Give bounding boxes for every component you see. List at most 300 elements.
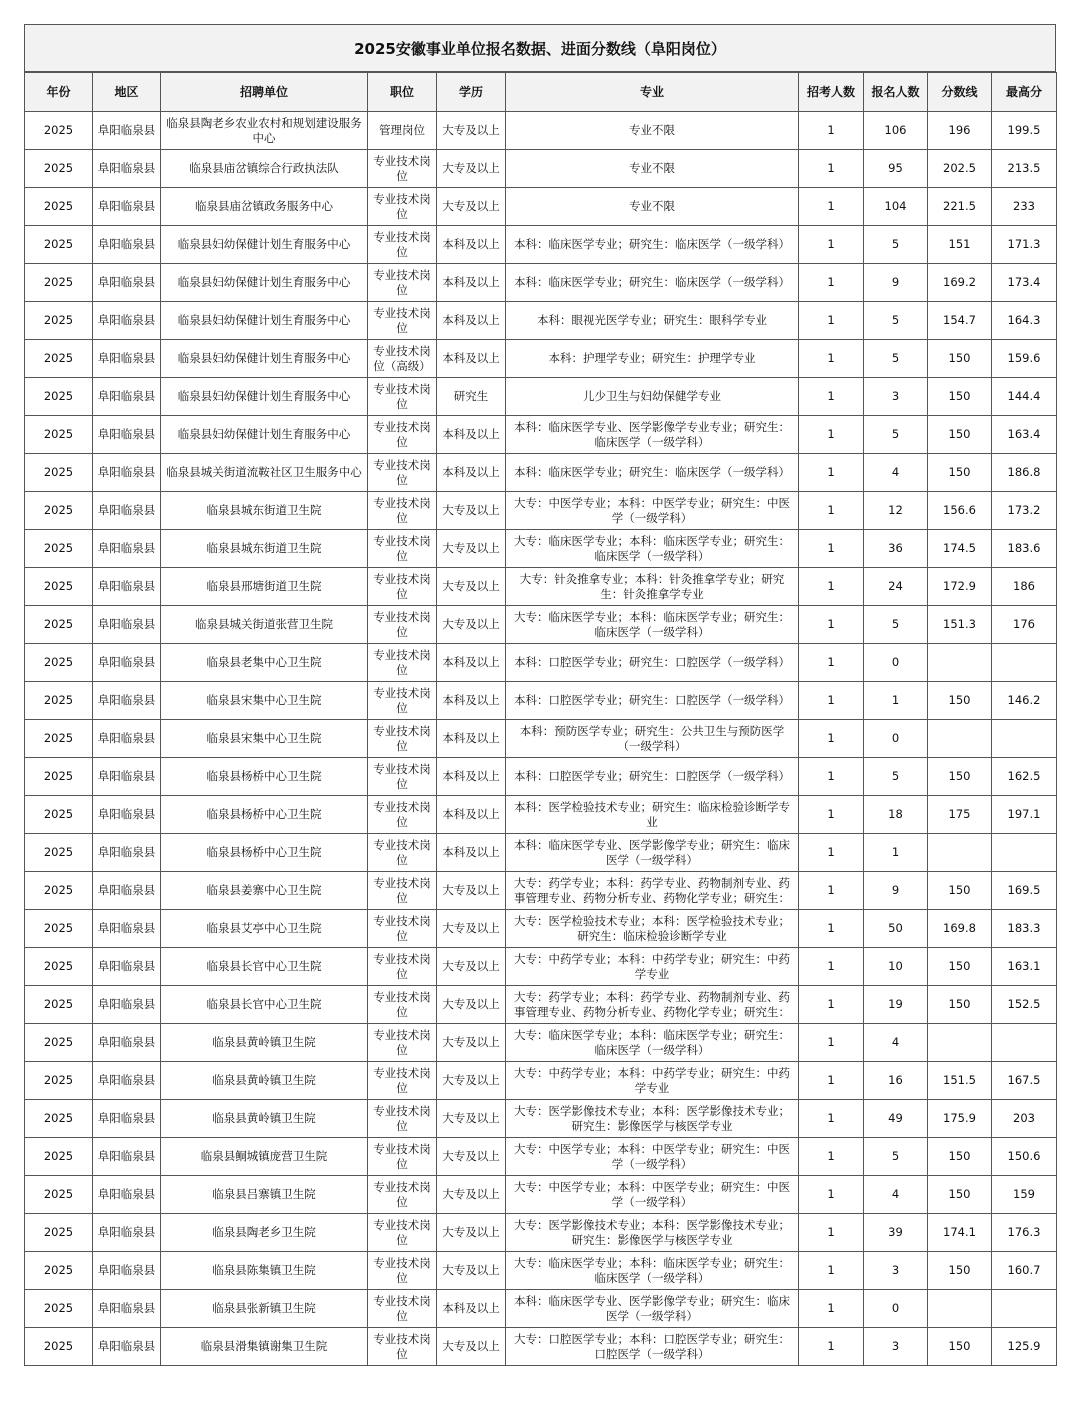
cell-unit-text: 临泉县陶老乡农业农村和规划建设服务中心 [166, 115, 362, 145]
cell-cutoff [928, 834, 992, 872]
cell-major [506, 1328, 799, 1366]
cell-region [93, 226, 161, 264]
cell-unit-text: 临泉县宋集中心卫生院 [206, 731, 322, 745]
cell-cutoff-text: 150 [948, 1149, 971, 1163]
cell-quota-text: 1 [827, 503, 835, 517]
cell-position [368, 530, 437, 568]
cell-region [93, 1138, 161, 1176]
table-row [25, 948, 1057, 986]
cell-major-text: 大专：中医学专业；本科：中医学专业；研究生：中医学（一级学科） [514, 1179, 790, 1209]
cell-applicants [864, 188, 928, 226]
cell-applicants [864, 1328, 928, 1366]
table-row [25, 758, 1057, 796]
table-row [25, 1062, 1057, 1100]
cell-quota-text: 1 [827, 769, 835, 783]
cell-year-text: 2025 [43, 1263, 74, 1277]
cell-max-score [992, 758, 1057, 796]
cell-cutoff [928, 1138, 992, 1176]
cell-education-text: 大专及以上 [442, 1339, 500, 1353]
cell-applicants-text: 5 [891, 617, 900, 631]
cell-major-text: 大专：中药学专业；本科：中药学专业；研究生：中药学专业 [514, 1065, 790, 1095]
cell-position-text: 专业技术岗位 [373, 1065, 431, 1095]
cell-position [368, 986, 437, 1024]
cell-year-text: 2025 [43, 1225, 74, 1239]
cell-major-text: 大专：中医学专业；本科：中医学专业；研究生：中医学（一级学科） [514, 1141, 790, 1171]
cell-education-text: 大专及以上 [442, 123, 500, 137]
cell-unit [161, 226, 368, 264]
cell-year [25, 758, 93, 796]
cell-cutoff [928, 1214, 992, 1252]
table-row [25, 1100, 1057, 1138]
cell-major-text: 本科：临床医学专业、医学影像学专业；研究生：临床医学（一级学科） [514, 1293, 790, 1323]
cell-position-text: 专业技术岗位 [373, 191, 431, 221]
cell-major-text: 本科：临床医学专业；研究生：临床医学（一级学科） [514, 237, 790, 251]
cell-education-text: 大专及以上 [442, 959, 500, 973]
cell-quota-text: 1 [827, 693, 835, 707]
cell-major-text: 大专：临床医学专业；本科：临床医学专业；研究生：临床医学（一级学科） [514, 533, 790, 563]
cell-year [25, 720, 93, 758]
cell-year [25, 1176, 93, 1214]
cell-quota-text: 1 [827, 199, 835, 213]
table-row [25, 112, 1057, 150]
cell-applicants-text: 3 [891, 389, 900, 403]
cell-year-text: 2025 [43, 1073, 74, 1087]
cell-region-text: 阜阳临泉县 [97, 1149, 156, 1163]
cell-region-text: 阜阳临泉县 [97, 579, 156, 593]
cell-year [25, 416, 93, 454]
cell-major [506, 188, 799, 226]
cell-cutoff [928, 416, 992, 454]
cell-cutoff-text: 175 [948, 807, 971, 821]
cell-unit [161, 682, 368, 720]
cell-quota [799, 416, 864, 454]
cell-applicants [864, 1290, 928, 1328]
cell-cutoff [928, 188, 992, 226]
cell-year [25, 226, 93, 264]
cell-position [368, 454, 437, 492]
cell-major-text: 大专：医学影像技术专业；本科：医学影像技术专业；研究生：影像医学与核医学专业 [514, 1217, 790, 1247]
cell-applicants [864, 226, 928, 264]
cell-cutoff-text: 151 [948, 237, 971, 251]
cell-quota-text: 1 [827, 1225, 835, 1239]
cell-region-text: 阜阳临泉县 [97, 921, 156, 935]
cell-year [25, 1290, 93, 1328]
cell-education [437, 264, 506, 302]
cell-education [437, 796, 506, 834]
cell-quota-text: 1 [827, 275, 835, 289]
cell-max-score-text: 171.3 [1007, 237, 1041, 251]
cell-education [437, 1290, 506, 1328]
cell-region [93, 264, 161, 302]
cell-max-score [992, 340, 1057, 378]
table-row [25, 568, 1057, 606]
cell-unit-text: 临泉县黄岭镇卫生院 [212, 1073, 316, 1087]
cell-position [368, 758, 437, 796]
cell-quota [799, 1138, 864, 1176]
cell-position-text: 专业技术岗位 [373, 1141, 431, 1171]
cell-position [368, 682, 437, 720]
cell-cutoff [928, 796, 992, 834]
cell-major [506, 796, 799, 834]
cell-cutoff [928, 720, 992, 758]
cell-unit [161, 1062, 368, 1100]
cell-region-text: 阜阳临泉县 [97, 465, 156, 479]
cell-major [506, 568, 799, 606]
cell-year-text: 2025 [43, 1149, 74, 1163]
cell-region [93, 682, 161, 720]
table-row [25, 1290, 1057, 1328]
cell-max-score [992, 150, 1057, 188]
cell-max-score [992, 416, 1057, 454]
cell-major-text: 本科：临床医学专业、医学影像学专业；研究生：临床医学（一级学科） [514, 837, 790, 867]
table-body [25, 112, 1057, 1366]
cell-max-score-text: 150.6 [1007, 1149, 1041, 1163]
cell-position [368, 1176, 437, 1214]
cell-position-text: 专业技术岗位 [373, 1179, 431, 1209]
cell-region-text: 阜阳临泉县 [97, 883, 156, 897]
cell-position-text: 专业技术岗位 [373, 837, 431, 867]
cell-quota [799, 150, 864, 188]
table-row [25, 226, 1057, 264]
cell-unit [161, 872, 368, 910]
cell-education-text: 本科及以上 [442, 731, 500, 745]
cell-major-text: 本科：护理学专业；研究生：护理学专业 [548, 351, 756, 365]
cell-region-text: 阜阳临泉县 [97, 693, 156, 707]
cell-position-text: 专业技术岗位 [373, 1217, 431, 1247]
cell-education [437, 112, 506, 150]
cell-year-text: 2025 [43, 693, 74, 707]
cell-major-text: 本科：医学检验技术专业；研究生：临床检验诊断学专业 [514, 799, 790, 829]
cell-quota-text: 1 [827, 731, 835, 745]
cell-applicants [864, 606, 928, 644]
cell-major [506, 150, 799, 188]
cell-quota [799, 302, 864, 340]
cell-major [506, 416, 799, 454]
cell-max-score [992, 1138, 1057, 1176]
cell-max-score [992, 1252, 1057, 1290]
cell-quota [799, 682, 864, 720]
cell-unit [161, 910, 368, 948]
cell-education-text: 大专及以上 [442, 883, 500, 897]
cell-position [368, 340, 437, 378]
cell-cutoff-text: 150 [948, 997, 971, 1011]
cell-year [25, 796, 93, 834]
score-sheet [24, 24, 1056, 1366]
cell-unit-text: 临泉县妇幼保健计划生育服务中心 [177, 275, 351, 289]
cell-max-score-text: 213.5 [1007, 161, 1041, 175]
cell-year-text: 2025 [43, 351, 74, 365]
cell-year-text: 2025 [43, 655, 74, 669]
cell-cutoff-text: 154.7 [943, 313, 976, 327]
cell-position-text: 专业技术岗位 [373, 267, 431, 297]
cell-position [368, 264, 437, 302]
cell-applicants-text: 3 [891, 1263, 900, 1277]
cell-education [437, 1024, 506, 1062]
cell-max-score-text: 176.3 [1007, 1225, 1041, 1239]
cell-position-text: 专业技术岗位 [373, 875, 431, 905]
cell-applicants [864, 568, 928, 606]
cell-unit [161, 606, 368, 644]
cell-region-text: 阜阳临泉县 [97, 1263, 156, 1277]
cell-major [506, 264, 799, 302]
cell-position [368, 188, 437, 226]
cell-major-text: 大专：针灸推拿专业；本科：针灸推拿学专业；研究生：针灸推拿学专业 [519, 571, 785, 601]
table-row [25, 872, 1057, 910]
cell-major [506, 682, 799, 720]
cell-quota-text: 1 [827, 1073, 835, 1087]
cell-education [437, 1176, 506, 1214]
cell-cutoff [928, 340, 992, 378]
cell-applicants [864, 872, 928, 910]
cell-position-text: 专业技术岗位 [373, 153, 431, 183]
cell-cutoff-text: 150 [948, 883, 971, 897]
cell-major-text: 本科：口腔医学专业；研究生：口腔医学（一级学科） [514, 769, 790, 783]
cell-year [25, 568, 93, 606]
cell-max-score-text: 144.4 [1007, 389, 1041, 403]
cell-position-text: 专业技术岗位 [373, 229, 431, 259]
cell-quota [799, 1290, 864, 1328]
cell-applicants [864, 112, 928, 150]
cell-cutoff-text: 202.5 [943, 161, 976, 175]
cell-unit [161, 112, 368, 150]
cell-year-text: 2025 [43, 1187, 74, 1201]
cell-region-text: 阜阳临泉县 [97, 1035, 156, 1049]
cell-education [437, 872, 506, 910]
cell-quota-text: 1 [827, 237, 835, 251]
cell-education [437, 986, 506, 1024]
cell-applicants-text: 0 [891, 731, 900, 745]
cell-unit [161, 1328, 368, 1366]
cell-year [25, 986, 93, 1024]
cell-year [25, 188, 93, 226]
cell-education-text: 大专及以上 [442, 161, 500, 175]
cell-year-text: 2025 [43, 541, 74, 555]
cell-unit-text: 临泉县黄岭镇卫生院 [212, 1035, 316, 1049]
cell-max-score-text: 146.2 [1007, 693, 1041, 707]
cell-cutoff [928, 530, 992, 568]
cell-education [437, 150, 506, 188]
cell-education-text: 本科及以上 [442, 1301, 500, 1315]
cell-education [437, 1214, 506, 1252]
cell-education [437, 606, 506, 644]
cell-major [506, 340, 799, 378]
cell-year [25, 834, 93, 872]
cell-unit-text: 临泉县吕寨镇卫生院 [212, 1187, 316, 1201]
cell-position-text: 专业技术岗位 [373, 913, 431, 943]
cell-region-text: 阜阳临泉县 [97, 389, 156, 403]
cell-year-text: 2025 [43, 1035, 74, 1049]
cell-position-text: 专业技术岗位 [373, 989, 431, 1019]
cell-max-score [992, 834, 1057, 872]
cell-max-score-text: 164.3 [1007, 313, 1041, 327]
table-row [25, 302, 1057, 340]
cell-max-score [992, 720, 1057, 758]
cell-major [506, 1062, 799, 1100]
table-row [25, 1176, 1057, 1214]
cell-applicants [864, 910, 928, 948]
cell-major [506, 112, 799, 150]
cell-quota-text: 1 [827, 1111, 835, 1125]
col-header-unit: 招聘单位 [161, 73, 368, 112]
cell-education-text: 大专及以上 [442, 199, 500, 213]
cell-major [506, 1024, 799, 1062]
cell-region [93, 150, 161, 188]
cell-region-text: 阜阳临泉县 [97, 237, 156, 251]
cell-unit [161, 644, 368, 682]
cell-max-score [992, 492, 1057, 530]
cell-year [25, 492, 93, 530]
cell-max-score-text: 159 [1013, 1187, 1035, 1201]
cell-position [368, 378, 437, 416]
cell-position-text: 专业技术岗位 [373, 799, 431, 829]
cell-max-score [992, 606, 1057, 644]
cell-unit-text: 临泉县滑集镇谢集卫生院 [200, 1339, 328, 1353]
cell-applicants-text: 5 [891, 769, 900, 783]
cell-position-text: 专业技术岗位 [373, 1027, 431, 1057]
table-row [25, 644, 1057, 682]
cell-education [437, 188, 506, 226]
table-row [25, 416, 1057, 454]
cell-position [368, 492, 437, 530]
cell-cutoff-text: 196 [948, 123, 971, 137]
cell-position [368, 150, 437, 188]
cell-quota-text: 1 [827, 1149, 835, 1163]
cell-unit [161, 568, 368, 606]
cell-region [93, 302, 161, 340]
cell-major-text: 本科：口腔医学专业；研究生：口腔医学（一级学科） [514, 693, 790, 707]
cell-quota [799, 834, 864, 872]
cell-quota [799, 948, 864, 986]
cell-max-score [992, 948, 1057, 986]
cell-unit-text: 临泉县妇幼保健计划生育服务中心 [177, 427, 351, 441]
cell-education [437, 454, 506, 492]
cell-applicants-text: 104 [884, 199, 907, 213]
cell-position [368, 1138, 437, 1176]
cell-education [437, 226, 506, 264]
cell-year [25, 644, 93, 682]
cell-applicants-text: 4 [891, 1187, 900, 1201]
cell-quota [799, 188, 864, 226]
cell-position [368, 834, 437, 872]
cell-major [506, 758, 799, 796]
cell-cutoff-text: 150 [948, 351, 971, 365]
cell-position-text: 专业技术岗位 [373, 419, 431, 449]
cell-max-score [992, 568, 1057, 606]
cell-applicants [864, 264, 928, 302]
header-row [25, 73, 1057, 112]
cell-region-text: 阜阳临泉县 [97, 1339, 156, 1353]
cell-education-text: 大专及以上 [442, 1111, 500, 1125]
table-row [25, 378, 1057, 416]
cell-quota [799, 530, 864, 568]
cell-year-text: 2025 [43, 1301, 74, 1315]
cell-major-text: 大专：临床医学专业；本科：临床医学专业；研究生：临床医学（一级学科） [514, 1027, 790, 1057]
cell-cutoff-text: 174.1 [943, 1225, 976, 1239]
cell-unit-text: 临泉县陶老乡卫生院 [212, 1225, 316, 1239]
cell-position-text: 专业技术岗位 [373, 1331, 431, 1361]
cell-position [368, 1328, 437, 1366]
cell-applicants-text: 1 [891, 693, 900, 707]
cell-major-text: 专业不限 [629, 123, 675, 137]
cell-applicants-text: 5 [891, 427, 900, 441]
cell-region-text: 阜阳临泉县 [97, 1073, 156, 1087]
cell-quota [799, 492, 864, 530]
cell-applicants-text: 5 [891, 313, 900, 327]
cell-major [506, 834, 799, 872]
cell-max-score [992, 796, 1057, 834]
cell-cutoff [928, 758, 992, 796]
col-header-max-score: 最高分 [992, 73, 1057, 112]
cell-region-text: 阜阳临泉县 [97, 845, 156, 859]
cell-education [437, 910, 506, 948]
cell-applicants [864, 492, 928, 530]
cell-year-text: 2025 [43, 731, 74, 745]
cell-applicants-text: 12 [888, 503, 903, 517]
cell-cutoff [928, 682, 992, 720]
cell-position-text: 专业技术岗位 [373, 951, 431, 981]
cell-cutoff-text: 156.6 [943, 503, 976, 517]
cell-position [368, 1290, 437, 1328]
cell-max-score-text: 183.3 [1007, 921, 1041, 935]
cell-max-score [992, 226, 1057, 264]
cell-position-text: 专业技术岗位 [373, 685, 431, 715]
cell-major [506, 872, 799, 910]
cell-education [437, 720, 506, 758]
cell-applicants-text: 19 [888, 997, 903, 1011]
cell-unit-text: 临泉县长官中心卫生院 [206, 959, 322, 973]
cell-year [25, 1214, 93, 1252]
cell-max-score [992, 378, 1057, 416]
cell-quota [799, 796, 864, 834]
cell-year-text: 2025 [43, 1111, 74, 1125]
cell-cutoff [928, 454, 992, 492]
table-row [25, 910, 1057, 948]
cell-cutoff [928, 302, 992, 340]
cell-position-text: 管理岗位 [379, 123, 425, 137]
cell-max-score-text: 163.1 [1007, 959, 1041, 973]
cell-quota [799, 644, 864, 682]
cell-major-text: 大专：口腔医学专业；本科：口腔医学专业；研究生：口腔医学（一级学科） [514, 1331, 790, 1361]
cell-quota [799, 1214, 864, 1252]
cell-quota-text: 1 [827, 807, 835, 821]
cell-applicants [864, 720, 928, 758]
cell-region-text: 阜阳临泉县 [97, 731, 156, 745]
cell-major [506, 302, 799, 340]
cell-applicants [864, 454, 928, 492]
cell-major-text: 大专：中药学专业；本科：中药学专业；研究生：中药学专业 [514, 951, 790, 981]
cell-education [437, 1328, 506, 1366]
cell-max-score-text: 169.5 [1007, 883, 1041, 897]
cell-max-score [992, 1176, 1057, 1214]
cell-region-text: 阜阳临泉县 [97, 1187, 156, 1201]
cell-position [368, 1252, 437, 1290]
cell-max-score [992, 644, 1057, 682]
cell-year-text: 2025 [43, 959, 74, 973]
cell-region-text: 阜阳临泉县 [97, 1225, 156, 1239]
cell-year-text: 2025 [43, 997, 74, 1011]
cell-unit-text: 临泉县妇幼保健计划生育服务中心 [177, 351, 351, 365]
table-row [25, 1214, 1057, 1252]
cell-position-text: 专业技术岗位 [373, 1255, 431, 1285]
cell-unit-text: 临泉县姜寨中心卫生院 [206, 883, 322, 897]
cell-year [25, 1328, 93, 1366]
cell-education-text: 本科及以上 [442, 845, 500, 859]
cell-education [437, 340, 506, 378]
cell-applicants-text: 4 [891, 1035, 900, 1049]
cell-max-score-text: 176 [1013, 617, 1035, 631]
cell-major-text: 本科：临床医学专业、医学影像学专业专业；研究生：临床医学（一级学科） [514, 419, 790, 449]
cell-education-text: 大专及以上 [442, 1073, 500, 1087]
